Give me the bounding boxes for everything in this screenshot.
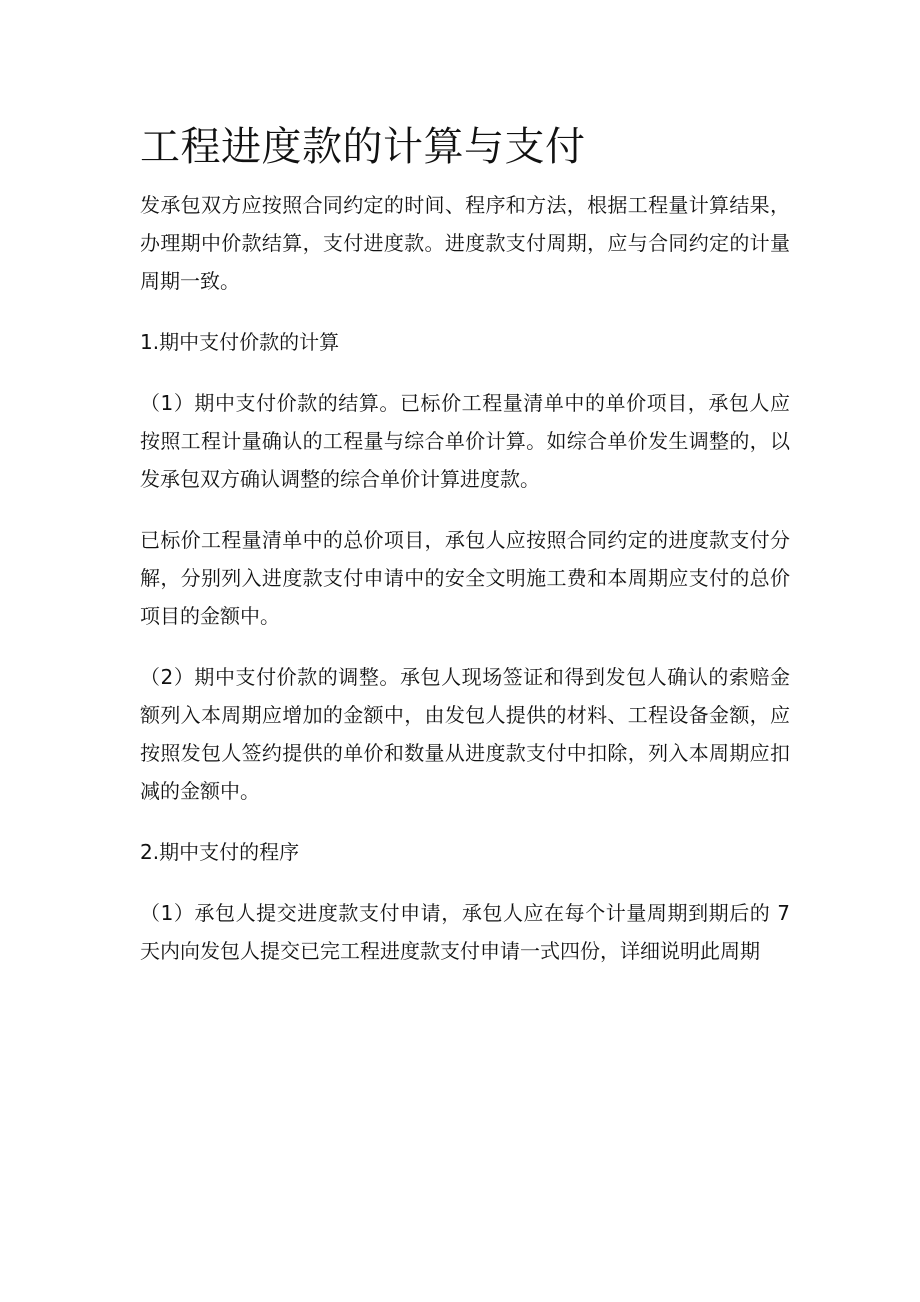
section-2-heading: 2.期中支付的程序 — [140, 840, 300, 864]
section-1-paragraph-3: （2）期中支付价款的调整。承包人现场签证和得到发包人确认的索赔金额列入本周期应增加的金额中，由发包人提供的材料、工程设备金额，应按照发包人签约提供的单价和数量从进度款支付中扣除，列入本周期应扣减的金额中。 — [140, 665, 790, 803]
document-page — [140, 118, 790, 993]
section-1-heading: 1.期中支付价款的计算 — [140, 330, 340, 354]
document-title: 工程进度款的计算与支付 — [140, 124, 586, 170]
section-1-paragraph-1: （1）期中支付价款的结算。已标价工程量清单中的单价项目，承包人应按照工程计量确认的工程量与综合单价计算。如综合单价发生调整的，以发承包双方确认调整的综合单价计算进度款。 — [140, 391, 790, 491]
intro-paragraph: 发承包双方应按照合同约定的时间、程序和方法，根据工程量计算结果，办理期中价款结算，支付进度款。进度款支付周期，应与合同约定的计量周期一致。 — [140, 193, 790, 293]
section-1-paragraph-2: 已标价工程量清单中的总价项目，承包人应按照合同约定的进度款支付分解，分别列入进度款支付申请中的安全文明施工费和本周期应支付的总价项目的金额中。 — [140, 528, 790, 628]
section-2-paragraph-1: （1）承包人提交进度款支付申请，承包人应在每个计量周期到期后的 7 天内向发包人提交已完工程进度款支付申请一式四份，详细说明此周期 — [140, 901, 790, 963]
